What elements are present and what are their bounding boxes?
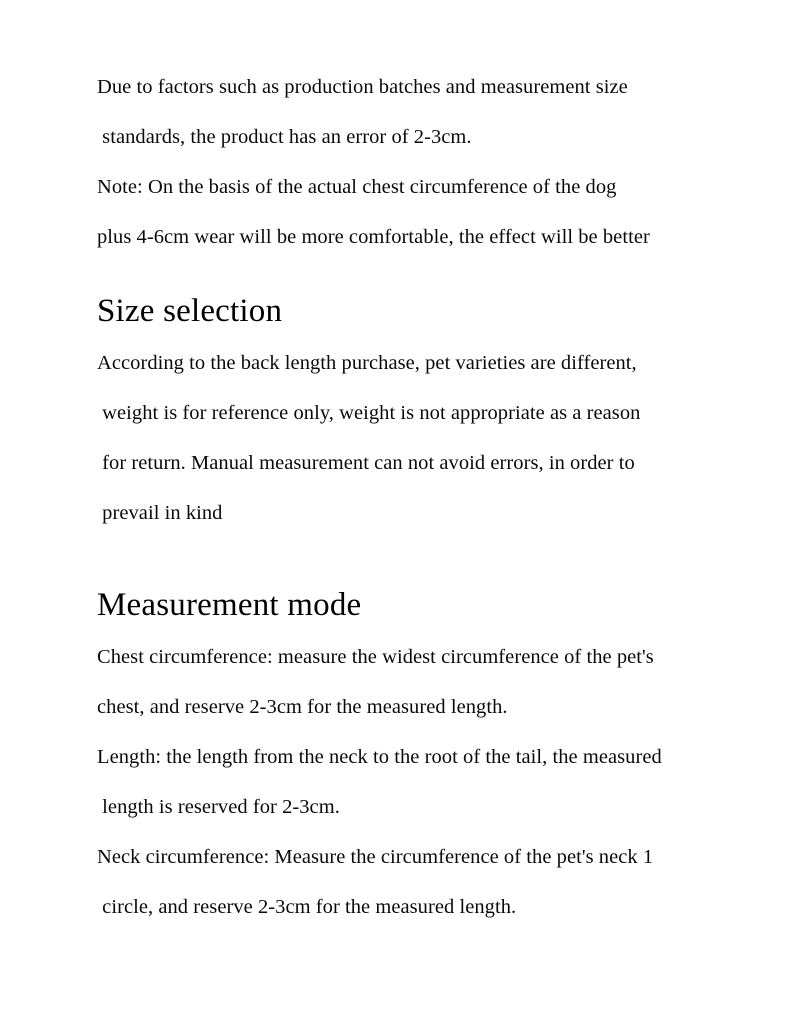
text-line: Due to factors such as production batches and measurement size xyxy=(97,76,628,98)
text-line: Length: the length from the neck to the root of the tail, the measured xyxy=(97,746,662,768)
text-line: chest, and reserve 2-3cm for the measured length. xyxy=(97,696,508,718)
spacer xyxy=(97,538,717,584)
text-line: Chest circumference: measure the widest circumference of the pet's xyxy=(97,646,654,668)
text-line: Neck circumference: Measure the circumference of the pet's neck 1 xyxy=(97,846,654,868)
text-line: According to the back length purchase, pet varieties are different, xyxy=(97,352,637,374)
text-line: plus 4-6cm wear will be more comfortable, the effect will be better xyxy=(97,226,650,248)
section-heading-measurement-mode: Measurement mode xyxy=(97,587,362,623)
text-line: Note: On the basis of the actual chest circumference of the dog xyxy=(97,176,617,198)
text-line: for return. Manual measurement can not avoid errors, in order to xyxy=(97,452,635,474)
text-line: standards, the product has an error of 2-3cm. xyxy=(97,126,472,148)
text-line: circle, and reserve 2-3cm for the measured length. xyxy=(97,896,517,918)
text-line: prevail in kind xyxy=(97,502,223,524)
text-line: weight is for reference only, weight is not appropriate as a reason xyxy=(97,402,641,424)
document-body xyxy=(97,62,717,932)
text-line: length is reserved for 2-3cm. xyxy=(97,796,340,818)
paragraph-size-selection xyxy=(97,338,717,538)
paragraph-intro xyxy=(97,62,717,262)
paragraph-measurement-mode xyxy=(97,632,717,932)
section-heading-size-selection: Size selection xyxy=(97,293,283,329)
spacer xyxy=(97,262,717,290)
